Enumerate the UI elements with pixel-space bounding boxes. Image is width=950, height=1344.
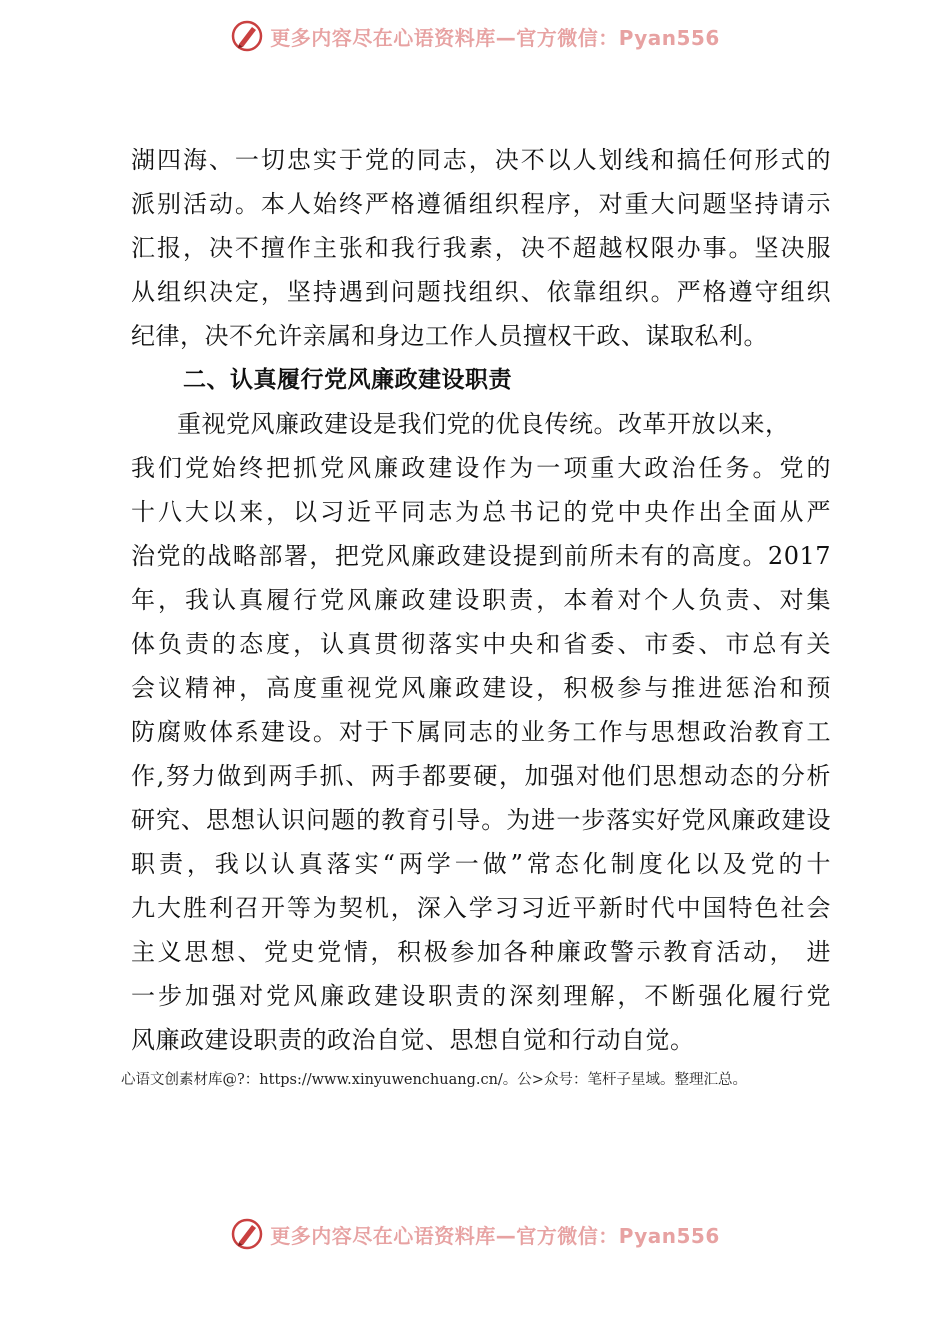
paragraph-line: 我们党始终把抓党风廉政建设作为一项重大政治任务。党的 — [131, 454, 831, 482]
footer-banner — [0, 1214, 950, 1254]
paragraph-line: 体负责的态度，认真贯彻落实中央和省委、市委、市总有关 — [131, 630, 831, 658]
banner-text: 更多内容尽在心语资料库—官方微信：Pyan556 — [270, 25, 720, 50]
paragraph-line: 会议精神，高度重视党风廉政建设，积极参与推进惩治和预 — [131, 674, 831, 702]
paragraph-line: 作,努力做到两手抓、两手都要硬，加强对他们思想动态的分析 — [131, 762, 831, 790]
body-line: 湖四海、一切忠实于党的同志，决不以人划线和搞任何形式的 — [131, 146, 831, 174]
section-heading: 二、认真履行党风廉政建设职责 — [183, 367, 512, 393]
banner-text: 更多内容尽在心语资料库—官方微信：Pyan556 — [270, 1223, 720, 1248]
document-body — [131, 138, 831, 1062]
paragraph-line: 职责，我以认真落实“两学一做”常态化制度化以及党的十 — [131, 850, 831, 878]
paragraph-line: 一步加强对党风廉政建设职责的深刻理解，不断强化履行党 — [131, 982, 831, 1010]
body-line: 从组织决定，坚持遇到问题找组织、依靠组织。严格遵守组织 — [131, 278, 831, 306]
header-banner — [0, 16, 950, 56]
paragraph-line: 十八大以来，以习近平同志为总书记的党中央作出全面从严 — [131, 498, 831, 526]
source-note: 心语文创素材库@?：https://www.xinyuwenchuang.cn/。公>众号：笔杆子星域。整理汇总。 — [121, 1072, 747, 1088]
body-line: 派别活动。本人始终严格遵循组织程序，对重大问题坚持请示 — [131, 190, 831, 218]
body-line: 纪律，决不允许亲属和身边工作人员擅权干政、谋取私利。 — [131, 322, 768, 350]
pen-logo-icon — [230, 1217, 264, 1251]
paragraph-line: 九大胜利召开等为契机，深入学习习近平新时代中国特色社会 — [131, 894, 831, 922]
paragraph-line: 主义思想、党史党情，积极参加各种廉政警示教育活动， 进 — [131, 938, 831, 966]
paragraph-line: 研究、思想认识问题的教育引导。为进一步落实好党风廉政建设 — [131, 806, 831, 834]
paragraph-line: 重视党风廉政建设是我们党的优良传统。改革开放以来， — [177, 410, 790, 438]
pen-logo-icon — [230, 19, 264, 53]
paragraph-line: 防腐败体系建设。对于下属同志的业务工作与思想政治教育工 — [131, 718, 831, 746]
paragraph-line: 风廉政建设职责的政治自觉、思想自觉和行动自觉。 — [131, 1026, 695, 1054]
body-line: 汇报，决不擅作主张和我行我素，决不超越权限办事。坚决服 — [131, 234, 831, 262]
paragraph-line: 治党的战略部署，把党风廉政建设提到前所未有的高度。2017 — [131, 542, 831, 570]
paragraph-line: 年，我认真履行党风廉政建设职责，本着对个人负责、对集 — [131, 586, 831, 614]
